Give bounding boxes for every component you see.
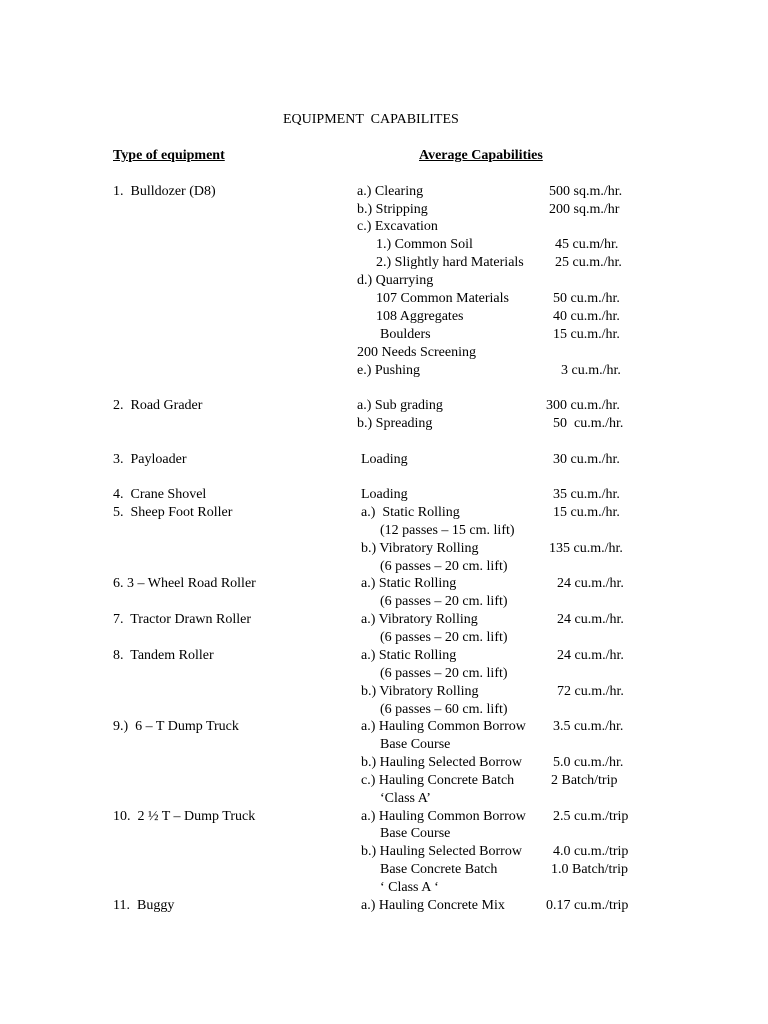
capability-value: 24 cu.m./hr. bbox=[557, 576, 624, 591]
capability-item: a.) Static Rolling bbox=[361, 576, 457, 591]
capability-note: (6 passes – 20 cm. lift) bbox=[380, 594, 508, 609]
capability-item: Boulders bbox=[380, 327, 431, 342]
equipment-type: 4. Crane Shovel bbox=[113, 487, 207, 502]
capability-item: d.) Quarrying bbox=[357, 273, 434, 288]
capability-value: 25 cu.m./hr. bbox=[555, 255, 622, 270]
capability-value: 500 sq.m./hr. bbox=[549, 184, 623, 199]
equipment-type: 3. Payloader bbox=[113, 452, 187, 467]
capability-note: (6 passes – 20 cm. lift) bbox=[380, 666, 508, 681]
capability-value: 2 Batch/trip bbox=[551, 773, 618, 788]
capability-note: (6 passes – 20 cm. lift) bbox=[380, 630, 508, 645]
capability-value: 5.0 cu.m./hr. bbox=[553, 755, 624, 770]
column-header-type: Type of equipment bbox=[113, 148, 225, 163]
capability-value: 40 cu.m./hr. bbox=[553, 309, 620, 324]
capability-note: ‘Class A’ bbox=[380, 791, 431, 806]
document-title: EQUIPMENT CAPABILITES bbox=[283, 112, 459, 127]
capability-note: Base Course bbox=[380, 737, 451, 752]
equipment-type: 9.) 6 – T Dump Truck bbox=[113, 719, 239, 734]
capability-item: a.) Clearing bbox=[357, 184, 424, 199]
capability-item: b.) Stripping bbox=[357, 202, 428, 217]
capability-value: 300 cu.m./hr. bbox=[546, 398, 620, 413]
capability-item: a.) Hauling Concrete Mix bbox=[361, 898, 505, 913]
capability-value: 15 cu.m./hr. bbox=[553, 505, 620, 520]
capability-item: a.) Static Rolling bbox=[361, 505, 460, 520]
capability-value: 3.5 cu.m./hr. bbox=[553, 719, 624, 734]
capability-value: 24 cu.m./hr. bbox=[557, 612, 624, 627]
capability-value: 24 cu.m./hr. bbox=[557, 648, 624, 663]
capability-item: a.) Hauling Common Borrow bbox=[361, 809, 526, 824]
capability-item: 2.) Slightly hard Materials bbox=[376, 255, 524, 270]
capability-value: 0.17 cu.m./trip bbox=[546, 898, 629, 913]
capability-item: b.) Vibratory Rolling bbox=[361, 684, 479, 699]
capability-value: 50 cu.m./hr. bbox=[553, 416, 624, 431]
capability-value: 35 cu.m./hr. bbox=[553, 487, 620, 502]
capability-value: 200 sq.m./hr bbox=[549, 202, 620, 217]
capability-item: a.) Sub grading bbox=[357, 398, 443, 413]
column-header-average: Average Capabilities bbox=[419, 148, 543, 163]
capability-value: 1.0 Batch/trip bbox=[551, 862, 628, 877]
capability-item: e.) Pushing bbox=[357, 363, 420, 378]
capability-value: 4.0 cu.m./trip bbox=[553, 844, 629, 859]
capability-value: 50 cu.m./hr. bbox=[553, 291, 620, 306]
capability-value: 72 cu.m./hr. bbox=[557, 684, 624, 699]
capability-value: 15 cu.m./hr. bbox=[553, 327, 620, 342]
equipment-type: 11. Buggy bbox=[113, 898, 175, 913]
equipment-type: 6. 3 – Wheel Road Roller bbox=[113, 576, 256, 591]
capability-note: Base Course bbox=[380, 826, 451, 841]
capability-value: 2.5 cu.m./trip bbox=[553, 809, 629, 824]
equipment-type: 5. Sheep Foot Roller bbox=[113, 505, 233, 520]
capability-value: 135 cu.m./hr. bbox=[549, 541, 623, 556]
capability-item: 108 Aggregates bbox=[376, 309, 464, 324]
capability-note: (6 passes – 60 cm. lift) bbox=[380, 702, 508, 717]
capability-value: 45 cu.m/hr. bbox=[555, 237, 619, 252]
capability-item: Loading bbox=[361, 452, 408, 467]
capability-value: 30 cu.m./hr. bbox=[553, 452, 620, 467]
capability-item: b.) Hauling Selected Borrow bbox=[361, 755, 522, 770]
capability-note: (12 passes – 15 cm. lift) bbox=[380, 523, 515, 538]
equipment-type: 8. Tandem Roller bbox=[113, 648, 214, 663]
capability-item: b.) Vibratory Rolling bbox=[361, 541, 479, 556]
equipment-type: 1. Bulldozer (D8) bbox=[113, 184, 216, 199]
capability-note: ‘ Class A ‘ bbox=[380, 880, 439, 895]
capability-item: b.) Spreading bbox=[357, 416, 433, 431]
capability-item: 107 Common Materials bbox=[376, 291, 509, 306]
capability-item: a.) Vibratory Rolling bbox=[361, 612, 478, 627]
capability-item: Base Concrete Batch bbox=[380, 862, 498, 877]
capability-item: a.) Static Rolling bbox=[361, 648, 457, 663]
capability-item: 200 Needs Screening bbox=[357, 345, 476, 360]
equipment-type: 2. Road Grader bbox=[113, 398, 203, 413]
capability-note: (6 passes – 20 cm. lift) bbox=[380, 559, 508, 574]
capability-item: a.) Hauling Common Borrow bbox=[361, 719, 526, 734]
capability-item: c.) Hauling Concrete Batch bbox=[361, 773, 515, 788]
equipment-type: 10. 2 ½ T – Dump Truck bbox=[113, 809, 256, 824]
equipment-type: 7. Tractor Drawn Roller bbox=[113, 612, 252, 627]
capability-value: 3 cu.m./hr. bbox=[561, 363, 621, 378]
capability-item: 1.) Common Soil bbox=[376, 237, 473, 252]
capability-item: c.) Excavation bbox=[357, 219, 438, 234]
capability-item: b.) Hauling Selected Borrow bbox=[361, 844, 522, 859]
capability-item: Loading bbox=[361, 487, 408, 502]
